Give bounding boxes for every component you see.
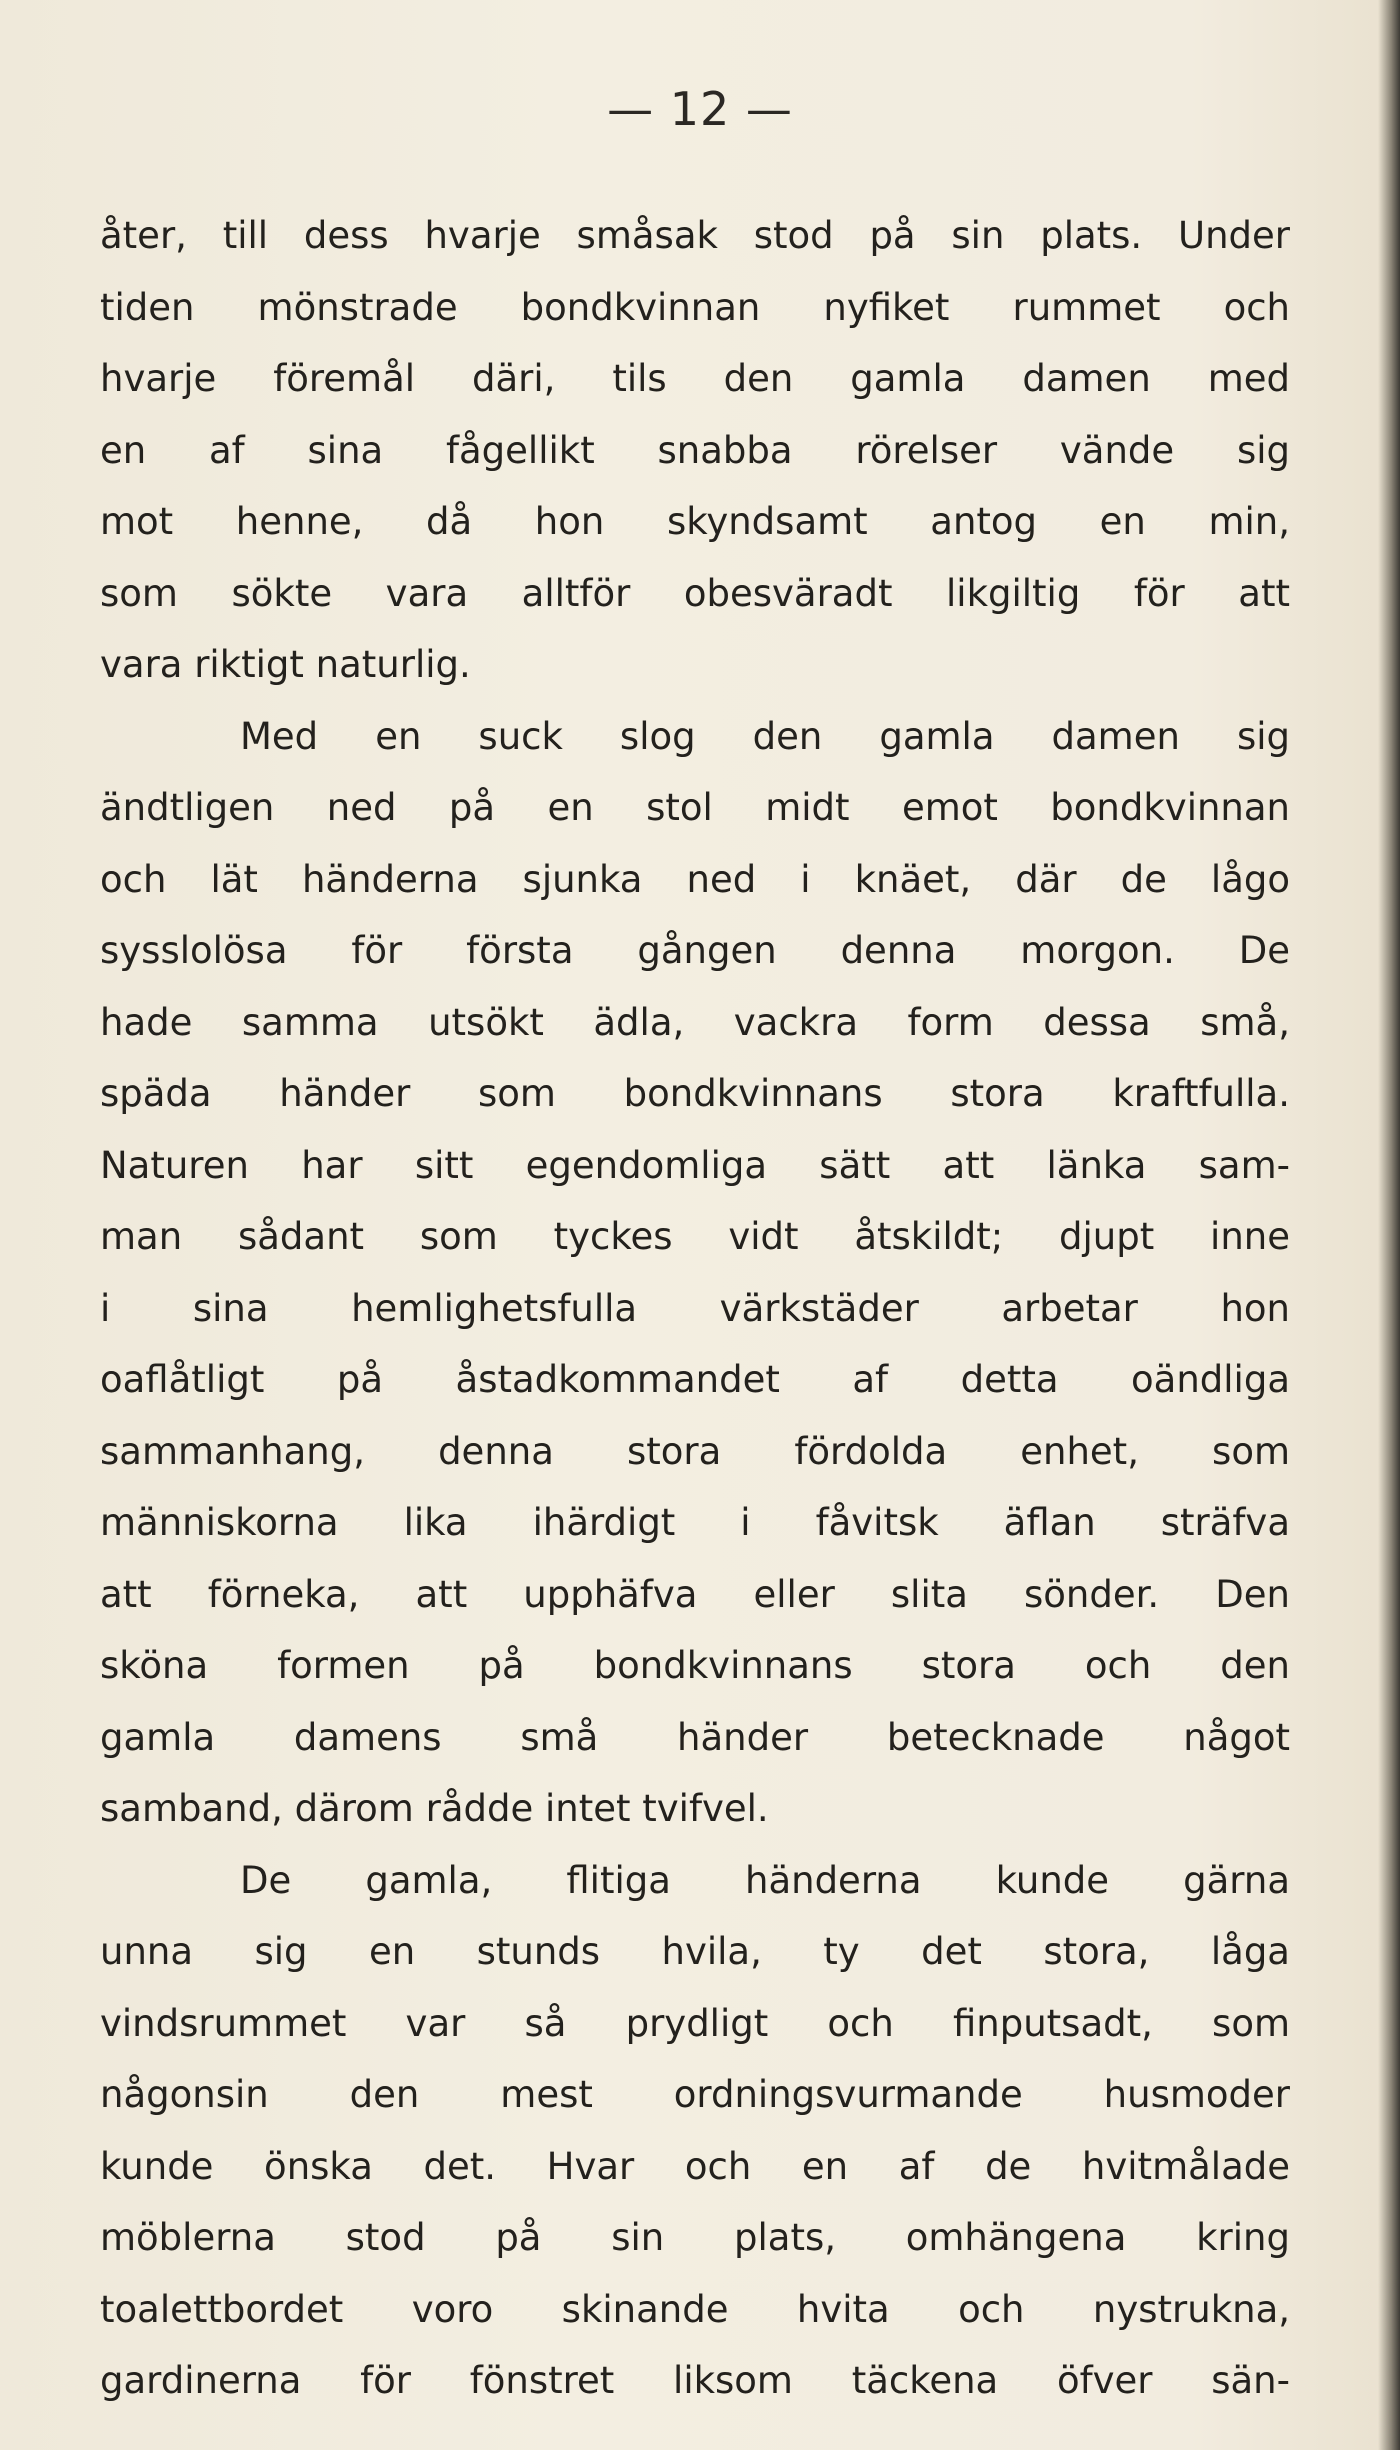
text-line: vindsrummet var så prydligt och finputsadt, som	[100, 2001, 1290, 2045]
text-line: samband, därom rådde intet tvifvel.	[100, 1787, 769, 1830]
body-text	[100, 200, 1290, 2417]
text-line: toalettbordet voro skinande hvita och nystrukna,	[100, 2287, 1290, 2331]
text-line: tiden mönstrade bondkvinnan nyfiket rummet och	[100, 285, 1290, 329]
text-line: i sina hemlighetsfulla värkstäder arbetar hon	[100, 1286, 1290, 1330]
text-line: och lät händerna sjunka ned i knäet, där de lågo	[100, 857, 1290, 901]
text-line: hade samma utsökt ädla, vackra form dessa små,	[100, 1000, 1290, 1044]
text-line: unna sig en stunds hvila, ty det stora, låga	[100, 1930, 1290, 1973]
text-line: späda händer som bondkvinnans stora kraftfulla.	[100, 1072, 1290, 1115]
text-line: någonsin den mest ordningsvurmande husmoder	[100, 2073, 1290, 2116]
text-line: en af sina fågellikt snabba rörelser vände sig	[100, 428, 1290, 472]
text-line: kunde önska det. Hvar och en af de hvitmålade	[100, 2144, 1290, 2188]
text-line: ändtligen ned på en stol midt emot bondkvinnan	[100, 786, 1290, 829]
text-line: vara riktigt naturlig.	[100, 643, 471, 686]
text-line: gamla damens små händer betecknade något	[100, 1715, 1290, 1759]
text-line: människorna lika ihärdigt i fåvitsk äflan sträfva	[100, 1501, 1290, 1544]
text-line: att förneka, att upphäfva eller slita sönder. Den	[100, 1572, 1290, 1616]
text-line: sammanhang, denna stora fördolda enhet, som	[100, 1429, 1290, 1473]
text-line: mot henne, då hon skyndsamt antog en min,	[100, 500, 1290, 543]
text-line: Med en suck slog den gamla damen sig	[240, 714, 1290, 758]
text-line: som sökte vara alltför obesväradt likgiltig för att	[100, 571, 1290, 615]
text-line: hvarje föremål däri, tils den gamla damen med	[100, 357, 1290, 400]
text-line: möblerna stod på sin plats, omhängena kring	[100, 2216, 1290, 2259]
page-number: — 12 —	[607, 82, 793, 136]
text-line: Naturen har sitt egendomliga sätt att länka sam-	[100, 1143, 1290, 1187]
page-edge-shadow	[1378, 0, 1400, 2450]
text-line: De gamla, flitiga händerna kunde gärna	[240, 1858, 1290, 1902]
text-line: oaflåtligt på åstadkommandet af detta oändliga	[100, 1358, 1290, 1401]
text-line: gardinerna för fönstret liksom täckena öfver sän-	[100, 2359, 1290, 2402]
text-line: åter, till dess hvarje småsak stod på sin plats. Under	[100, 214, 1290, 257]
text-line: sysslolösa för första gången denna morgon. De	[100, 929, 1290, 972]
text-line: man sådant som tyckes vidt åtskildt; djupt inne	[100, 1215, 1290, 1258]
text-line: sköna formen på bondkvinnans stora och den	[100, 1644, 1290, 1687]
